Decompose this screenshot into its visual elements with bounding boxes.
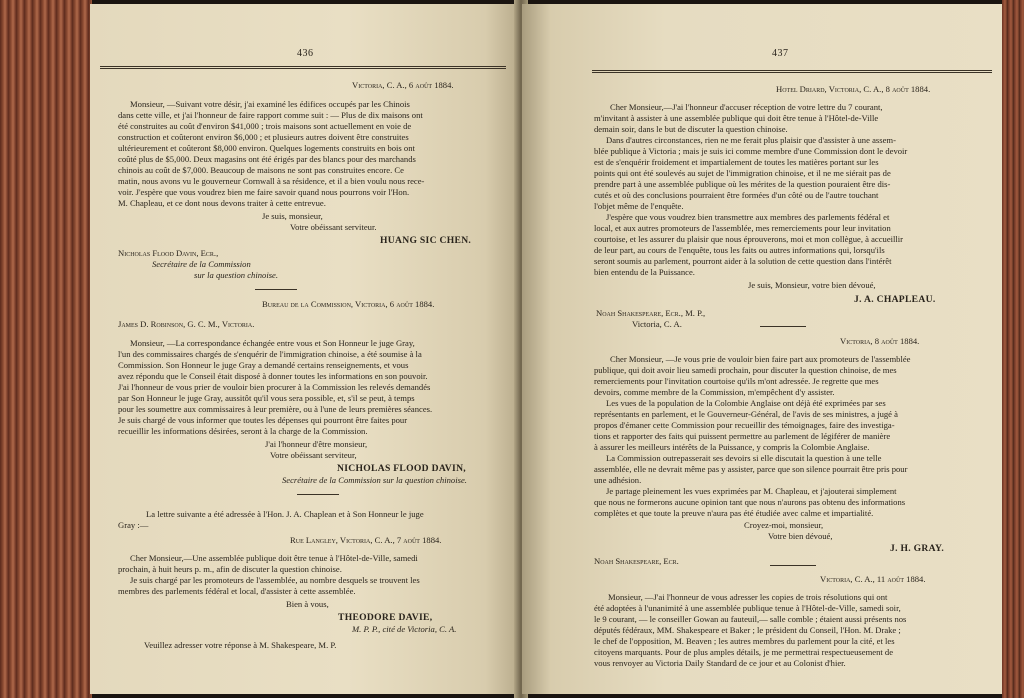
closing: Croyez-moi, monsieur,	[744, 520, 824, 530]
text-line: Je suis chargé de vous informer que toutes les dépenses qui pourront être faites pour	[118, 415, 408, 425]
dateline: Hotel Driard, Victoria, C. A., 8 août 1884.	[776, 84, 931, 94]
text-line: J'ai l'honneur de vous prier de vouloir bien procurer à la Commission les relevés demandés	[118, 382, 431, 392]
signature-role: Secrétaire de la Commission sur la question chinoise.	[282, 475, 467, 485]
text-line: prochain, à huit heurs p. m., afin de discuter la question chinoise.	[118, 564, 342, 574]
text-line: complètes et que toute la preuve n'aura pas été étudiée avec calme et impartialité.	[594, 508, 874, 518]
text-line: Cher Monsieur,—Une assemblée publique doit être tenue à l'Hôtel-de-Ville, samedi	[130, 553, 418, 563]
text-line: citoyens marquants. Pour de plus amples détails, je me permettrai respectueusement de	[594, 647, 894, 657]
text-line: membres des parlements fédéral et local, d'assister à cette assemblée.	[118, 586, 356, 596]
left-page-edges	[0, 0, 92, 698]
right-page	[522, 4, 1002, 694]
text-line: bien entendu de la Puissance.	[594, 267, 695, 277]
intro-text: Gray :—	[118, 520, 149, 530]
text-line: le chef de l'opposition, M. Beaven ; les autres membres du parlement pour la cité, et les	[594, 636, 895, 646]
header-rule	[592, 70, 992, 73]
closing: Votre bien dévoué,	[768, 531, 833, 541]
text-line: points qui ont été soulevés au sujet de l'immigration chinoise, et il ne me siérait pas de	[594, 168, 891, 178]
text-line: pour les soumettre aux commissaires à leur première, ou à l'une de leurs premières séances.	[118, 404, 433, 414]
text-line: seront soumis au parlement, pourront aider à la solution de cette question dans l'intérêt	[594, 256, 892, 266]
dateline: Victoria, C. A., 6 août 1884.	[352, 80, 454, 90]
separator	[255, 289, 297, 290]
addressee: Nicholas Flood Davin, Ecr.,	[118, 248, 219, 258]
text-line: ultérieurement et coûteront $8,000 environ. Quelques logements construits en bois ont	[118, 143, 415, 153]
addressee: Noah Shakespeare, Ecr., M. P.,	[596, 308, 706, 318]
closing: Votre obéissant serviteur,	[270, 450, 357, 460]
text-line: recueillir les informations désirées, seront à la charge de la Commission.	[118, 426, 368, 436]
text-line: Monsieur, —J'ai l'honneur de vous adresser les copies de trois résolutions qui ont	[608, 592, 888, 602]
text-line: Monsieur, —La correspondance échangée entre vous et Son Honneur le juge Gray,	[130, 338, 415, 348]
text-line: matin, nous avons vu le gouverneur Cornwall à sa résidence, et il a bien voulu nous rece-	[118, 176, 425, 186]
closing: Bien à vous,	[286, 599, 329, 609]
text-line: remerciements pour l'invitation courtoise qu'ils m'ont adressée. Je regrette que mes	[594, 376, 879, 386]
text-line: l'un des commissaires chargés de s'enquérir de l'immigration chinoise, a été soumise à la	[118, 349, 422, 359]
page-number: 437	[772, 48, 789, 59]
text-line: Cher Monsieur,—J'ai l'honneur d'accuser réception de votre lettre du 7 courant,	[610, 102, 883, 112]
text-line: est de s'enquérir froidement et impartialement de toutes les matières portant sur les	[594, 157, 879, 167]
text-line: par Son Honneur le juge Gray, aussitôt qu'il vous sera possible, et, s'il se peut, à temps	[118, 393, 415, 403]
text-line: Monsieur, —Suivant votre désir, j'ai examiné les édifices occupés par les Chinois	[130, 99, 410, 109]
text-line: l'objet même de l'enquête.	[594, 201, 684, 211]
text-line: prendre part à une assemblée publique où les mérites de la question pouraient être dis-	[594, 179, 891, 189]
text-line: courtoise, et les assurer du plaisir que nous éprouverons, moi et mon collègue, à accueillir	[594, 234, 904, 244]
text-line: demain soir, dans le but de discuter la question chinoise.	[594, 124, 788, 134]
right-page-edges	[1002, 0, 1024, 698]
text-line: de leur part, au cours de l'enquête, tous les faits ou autres informations qui, lorsqu'ils	[594, 245, 885, 255]
text-line: assemblée, elle ne devrait même pas y assister, parce que son silence pourrait être pris pour	[594, 464, 908, 474]
signature: THEODORE DAVIE,	[338, 612, 433, 623]
dateline: Bureau de la Commission, Victoria, 6 août 1884.	[262, 299, 435, 309]
text-line: tions et rapporter des faits qui puissent permettre au parlement de légiférer de manière	[594, 431, 891, 441]
signature: HUANG SIC CHEN.	[380, 235, 472, 246]
dateline: Victoria, 8 août 1884.	[840, 336, 920, 346]
closing: Votre obéissant serviteur.	[290, 222, 377, 232]
closing: Je suis, Monsieur, votre bien dévoué,	[748, 280, 876, 290]
text-line: vous renvoyer au Victoria Daily Standard de ce jour et au Colonist d'hier.	[594, 658, 846, 668]
text-line: m'invitant à assister à une assemblée publique qui doit être tenue à l'Hôtel-de-Ville	[594, 113, 879, 123]
text-line: J'espère que vous voudrez bien transmettre aux membres des parlements fédéral et	[606, 212, 890, 222]
text-line: blée publique à Victoria ; mais je suis ici comme membre d'une Commission dont le devoir	[594, 146, 908, 156]
separator	[297, 494, 339, 495]
text-line: Cher Monsieur, —Je vous prie de vouloir bien faire part aux promoteurs de l'assemblée	[610, 354, 911, 364]
text-line: le 9 courant, — le conseiller Gowan au fauteuil,— salle comble ; étaient aussi présents nos	[594, 614, 907, 624]
text-line: une adhésion.	[594, 475, 642, 485]
signature: J. H. GRAY.	[890, 543, 945, 554]
dateline: Rue Langley, Victoria, C. A., 7 août 1884.	[290, 535, 442, 545]
page-number: 436	[297, 48, 314, 59]
closing: J'ai l'honneur d'être monsieur,	[265, 439, 368, 449]
signature: NICHOLAS FLOOD DAVIN,	[337, 463, 466, 474]
text-line: députés fédéraux, MM. Shakespeare et Baker ; le président du Conseil, l'Hon. M. Drake ;	[594, 625, 901, 635]
text-line: Je partage pleinement les vues exprimées par M. Chapleau, et j'ajouterai simplement	[606, 486, 897, 496]
postscript: Veuillez adresser votre réponse à M. Shakespeare, M. P.	[144, 640, 337, 650]
text-line: devoirs, comme membre de la Commission, m'empêchent d'y assister.	[594, 387, 835, 397]
closing: Je suis, monsieur,	[262, 211, 323, 221]
text-line: à assurer les meilleurs intérêts de la Puissance, y compris la Colombie Anglaise.	[594, 442, 870, 452]
text-line: chinois au coût de $7,000. Beaucoup de maisons ne sont pas construites encore. Ce	[118, 165, 404, 175]
separator	[770, 565, 816, 566]
text-line: local, et aux autres promoteurs de l'assemblée, mes remerciements pour leur invitation	[594, 223, 891, 233]
addressee: Noah Shakespeare, Ecr.	[594, 556, 679, 566]
recipient: James D. Robinson, G. C. M., Victoria.	[118, 319, 255, 329]
signature: J. A. CHAPLEAU.	[854, 294, 936, 305]
text-line: été adoptées à l'unanimité à une assemblée publique tenue à l'Hôtel-de-Ville, samedi soir,	[594, 603, 901, 613]
text-line: Les vues de la population de la Colombie Anglaise ont déjà été exprimées par ses	[606, 398, 886, 408]
addressee-place: Victoria, C. A.	[632, 319, 682, 329]
header-rule	[100, 66, 506, 69]
text-line: que nous ne formerons aucune opinion tant que nous n'aurons pas obtenu des informations	[594, 497, 906, 507]
intro-text: La lettre suivante a été adressée à l'Hon. J. A. Chaplean et à Son Honneur le juge	[146, 509, 424, 519]
addressee-role: Secrétaire de la Commission	[152, 259, 251, 269]
text-line: Dans d'autres circonstances, rien ne me ferait plus plaisir que d'assister à une assem-	[606, 135, 896, 145]
text-line: cutés et où des conclusions pourraient être formées d'un côté ou de l'autre touchant	[594, 190, 879, 200]
text-line: La Commission outrepasserait ses devoirs si elle discutait la question à une telle	[606, 453, 882, 463]
text-line: avez répondu que le Conseil était disposé à donner toutes les informations en son pouvoir.	[118, 371, 428, 381]
text-line: propos d'émaner cette Commission pour recueillir des témoignages, faire des investiga-	[594, 420, 895, 430]
text-line: publique, qui doit avoir lieu samedi prochain, pour discuter la question chinoise, de mes	[594, 365, 897, 375]
text-line: coûté plus de $5,000. Deux magasins ont été érigés par des blancs pour des marchands	[118, 154, 416, 164]
signature-role: M. P. P., cité de Victoria, C. A.	[352, 624, 457, 634]
separator	[760, 326, 806, 327]
text-line: été construites au coût d'environ $41,000 ; trois maisons sont actuellement en voie de	[118, 121, 412, 131]
text-line: M. Chapleau, et ce dont nous devons traiter à cette entrevue.	[118, 198, 326, 208]
text-line: dans cette ville, et j'ai l'honneur de faire rapport comme suit : — Plus de dix maisons ont	[118, 110, 423, 120]
addressee-role: sur la question chinoise.	[194, 270, 279, 280]
text-line: représentants en parlement, et le Gouverneur-Général, de l'avis de ses ministres, a jugé à	[594, 409, 898, 419]
text-line: Commission. Son Honneur le juge Gray a demandé certains renseignements, et vous	[118, 360, 409, 370]
text-line: Je suis chargé par les promoteurs de l'assemblée, au nombre desquels se trouvent les	[130, 575, 420, 585]
text-line: voir. J'espère que vous voudrez bien me faire savoir quand nous pourrons voir l'Hon.	[118, 187, 410, 197]
left-page	[90, 4, 520, 694]
text-line: construction et coûteront environ $6,000 ; et plusieurs autres doivent être construites	[118, 132, 409, 142]
dateline: Victoria, C. A., 11 août 1884.	[820, 574, 926, 584]
